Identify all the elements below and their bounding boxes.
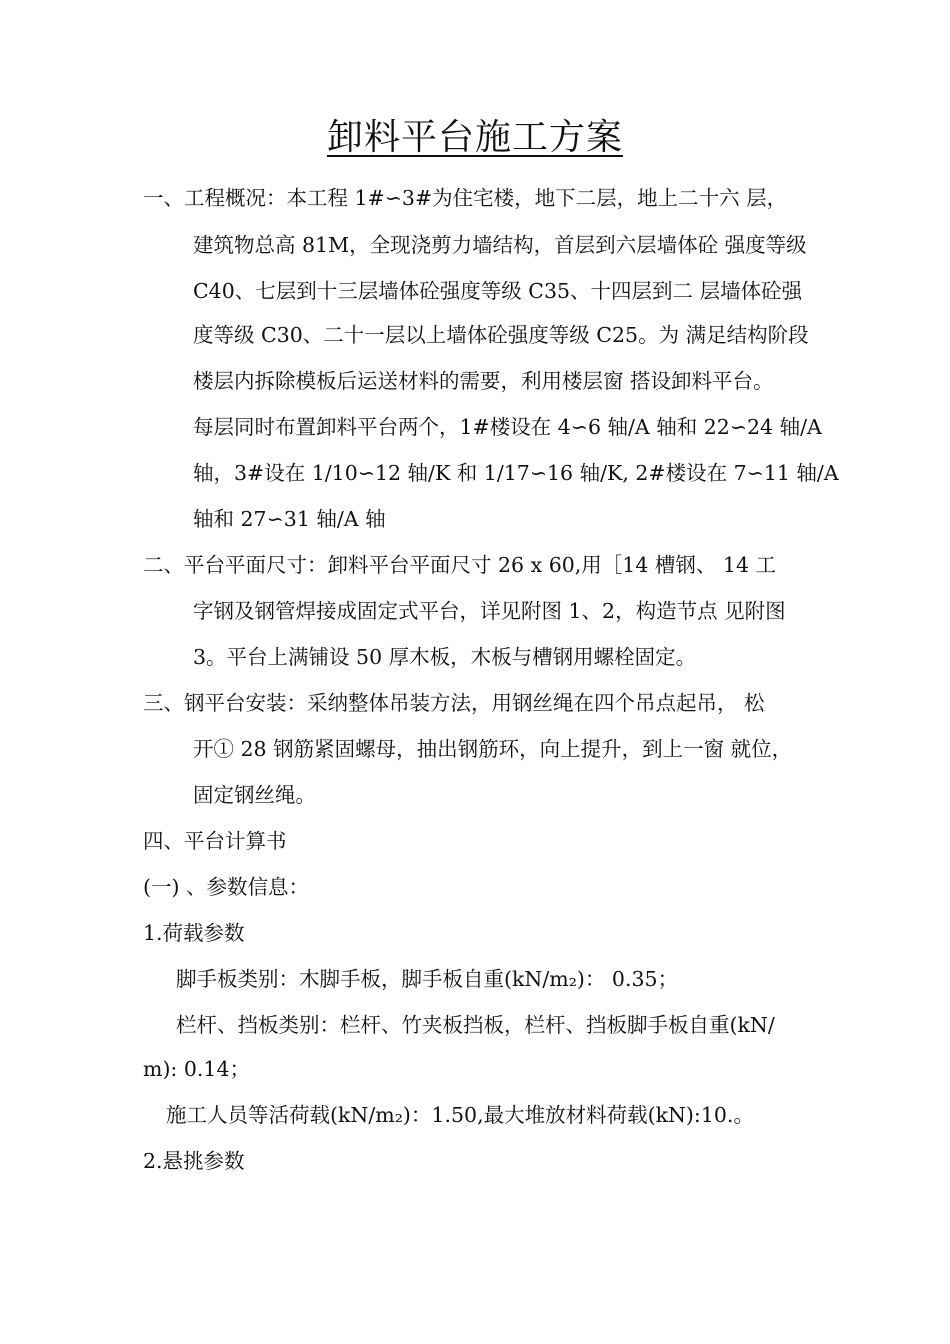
cantilever-params-heading: 2.悬挑参数 (143, 1149, 245, 1173)
railing-line-1: 栏杆、挡板类别：栏杆、竹夹板挡板，栏杆、挡板脚手板自重(kN/ (176, 1013, 775, 1037)
section-1-line-3: C40、七层到十三层墙体砼强度等级 C35、十四层到二 层墙体砼强 (193, 279, 803, 303)
document-title: 卸料平台施工方案 (326, 117, 623, 158)
load-params-heading: 1.荷载参数 (143, 921, 245, 945)
section-3-line-1: 三、钢平台安装：采纳整体吊装方法，用钢丝绳在四个吊点起吊， 松 (143, 691, 765, 715)
section-3-line-2: 开① 28 钢筋紧固螺母，抽出钢筋环，向上提升，到上一窗 就位， (193, 737, 793, 761)
subsection-1-heading: (一) 、参数信息： (143, 875, 310, 899)
section-1-line-1: 一、工程概况：本工程 1#∽3#为住宅楼，地下二层，地上二十六 层， (143, 186, 788, 210)
section-1-line-7: 轴，3#设在 1/10∽12 轴/K 和 1/17∽16 轴/K, 2#楼设在 7∽11 轴/A (193, 461, 839, 485)
scaffold-board-line: 脚手板类别：木脚手板，脚手板自重(kN/m₂)： 0.35； (176, 967, 679, 991)
section-2-line-1: 二、平台平面尺寸：卸料平台平面尺寸 26 x 60,用［14 槽钢、 14 工 (143, 553, 777, 577)
section-1-line-4: 度等级 C30、二十一层以上墙体砼强度等级 C25。为 满足结构阶段 (193, 323, 809, 347)
section-2-line-3: 3。平台上满铺设 50 厚木板，木板与槽钢用螺栓固定。 (193, 645, 697, 669)
railing-line-2: m): 0.14； (143, 1057, 251, 1081)
section-4-heading: 四、平台计算书 (143, 829, 287, 853)
section-1-line-2: 建筑物总高 81M，全现浇剪力墙结构，首层到六层墙体砼 强度等级 (193, 233, 807, 257)
section-2-line-2: 字钢及钢管焊接成固定式平台，详见附图 1、2，构造节点 见附图 (193, 599, 786, 623)
section-3-line-3: 固定钢丝绳。 (193, 783, 316, 807)
section-1-line-8: 轴和 27∽31 轴/A 轴 (193, 507, 386, 531)
live-load-line: 施工人员等活荷载(kN/m₂)：1.50,最大堆放材料荷载(kN):10.。 (166, 1103, 754, 1127)
section-1-line-6: 每层同时布置卸料平台两个，1#楼设在 4∽6 轴/A 轴和 22∽24 轴/A (193, 415, 822, 439)
section-1-line-5: 楼层内拆除模板后运送材料的需要，利用楼层窗 搭设卸料平台。 (193, 369, 774, 393)
